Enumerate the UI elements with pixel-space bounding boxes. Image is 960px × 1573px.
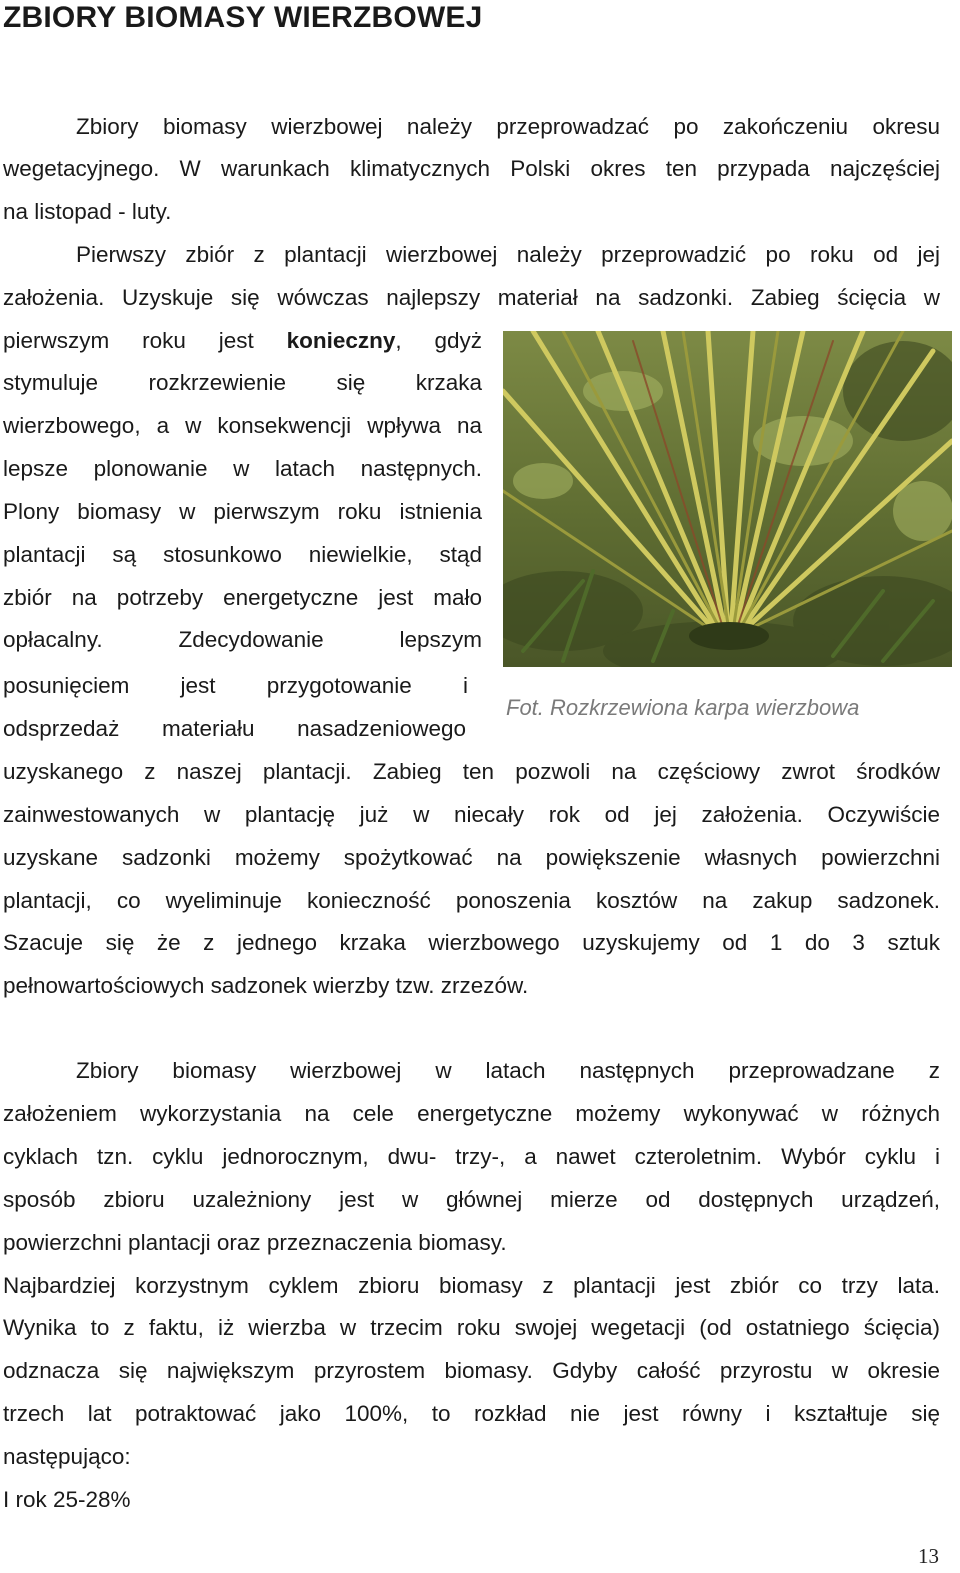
- paragraph-line: założeniem wykorzystania na cele energetyczne możemy wykonywać w różnych: [3, 1101, 940, 1126]
- paragraph-line: Szacuje się że z jednego krzaka wierzbowego uzyskujemy od 1 do 3 sztuk: [3, 930, 940, 955]
- paragraph-line: Plony biomasy w pierwszym roku istnienia: [3, 499, 482, 524]
- text-span: , gdyż: [395, 328, 482, 353]
- paragraph-line: Najbardziej korzystnym cyklem zbioru biomasy z plantacji jest zbiór co trzy lata.: [3, 1273, 940, 1298]
- paragraph-line: powierzchni plantacji oraz przeznaczenia biomasy.: [3, 1230, 507, 1255]
- paragraph-line: pełnowartościowych sadzonek wierzby tzw. zrzezów.: [3, 973, 529, 998]
- paragraph-line: Zbiory biomasy wierzbowej w latach następnych przeprowadzane z: [76, 1058, 940, 1083]
- emphasis-text: konieczny: [286, 328, 396, 353]
- paragraph-line: opłacalny. Zdecydowanie lepszym: [3, 627, 482, 652]
- paragraph-line: [3, 326, 482, 356]
- paragraph-line: posunięciem jest przygotowanie i: [3, 673, 468, 698]
- paragraph-line: sposób zbioru uzależniony jest w głównej mierze od dostępnych urządzeń,: [3, 1187, 940, 1212]
- paragraph-line: następująco:: [3, 1444, 131, 1469]
- paragraph-line: lepsze plonowanie w latach następnych.: [3, 456, 482, 481]
- page-number: 13: [918, 1544, 939, 1568]
- paragraph-line: zbiór na potrzeby energetyczne jest mało: [3, 585, 482, 610]
- paragraph-line: Wynika to z faktu, iż wierzba w trzecim roku swojej wegetacji (od ostatniego ścięcia): [3, 1315, 940, 1340]
- paragraph-line: stymuluje rozkrzewienie się krzaka: [3, 370, 482, 395]
- paragraph-line: odsprzedaż materiału nasadzeniowego: [3, 716, 466, 741]
- paragraph-line: na listopad - luty.: [3, 199, 172, 224]
- willow-shrub-photo: [503, 331, 952, 667]
- paragraph-line: Pierwszy zbiór z plantacji wierzbowej należy przeprowadzić po roku od jej: [76, 242, 940, 267]
- paragraph-line: założenia. Uzyskuje się wówczas najlepszy materiał na sadzonki. Zabieg ścięcia w: [3, 285, 940, 310]
- paragraph-line: I rok 25-28%: [3, 1487, 131, 1512]
- paragraph-line: trzech lat potraktować jako 100%, to rozkład nie jest równy i kształtuje się: [3, 1401, 940, 1426]
- paragraph-line: wierzbowego, a w konsekwencji wpływa na: [3, 413, 482, 438]
- figure-caption: Fot. Rozkrzewiona karpa wierzbowa: [506, 695, 860, 720]
- page-title: ZBIORY BIOMASY WIERZBOWEJ: [3, 1, 483, 34]
- paragraph-line: Zbiory biomasy wierzbowej należy przeprowadzać po zakończeniu okresu: [76, 114, 940, 139]
- willow-shrub-illustration: [503, 331, 952, 667]
- paragraph-line: odznacza się największym przyrostem biomasy. Gdyby całość przyrostu w okresie: [3, 1358, 940, 1383]
- paragraph-line: plantacji są stosunkowo niewielkie, stąd: [3, 542, 482, 567]
- paragraph-line: uzyskane sadzonki możemy spożytkować na powiększenie własnych powierzchni: [3, 845, 940, 870]
- paragraph-line: zainwestowanych w plantację już w niecały rok od jej założenia. Oczywiście: [3, 802, 940, 827]
- paragraph-line: cyklach tzn. cyklu jednorocznym, dwu- trzy-, a nawet czteroletnim. Wybór cyklu i: [3, 1144, 940, 1169]
- paragraph-line: plantacji, co wyeliminuje konieczność ponoszenia kosztów na zakup sadzonek.: [3, 888, 940, 913]
- paragraph-line: uzyskanego z naszej plantacji. Zabieg ten pozwoli na częściowy zwrot środków: [3, 759, 940, 784]
- paragraph-line: wegetacyjnego. W warunkach klimatycznych Polski okres ten przypada najczęściej: [3, 156, 940, 181]
- text-span: pierwszym roku jest: [3, 328, 287, 353]
